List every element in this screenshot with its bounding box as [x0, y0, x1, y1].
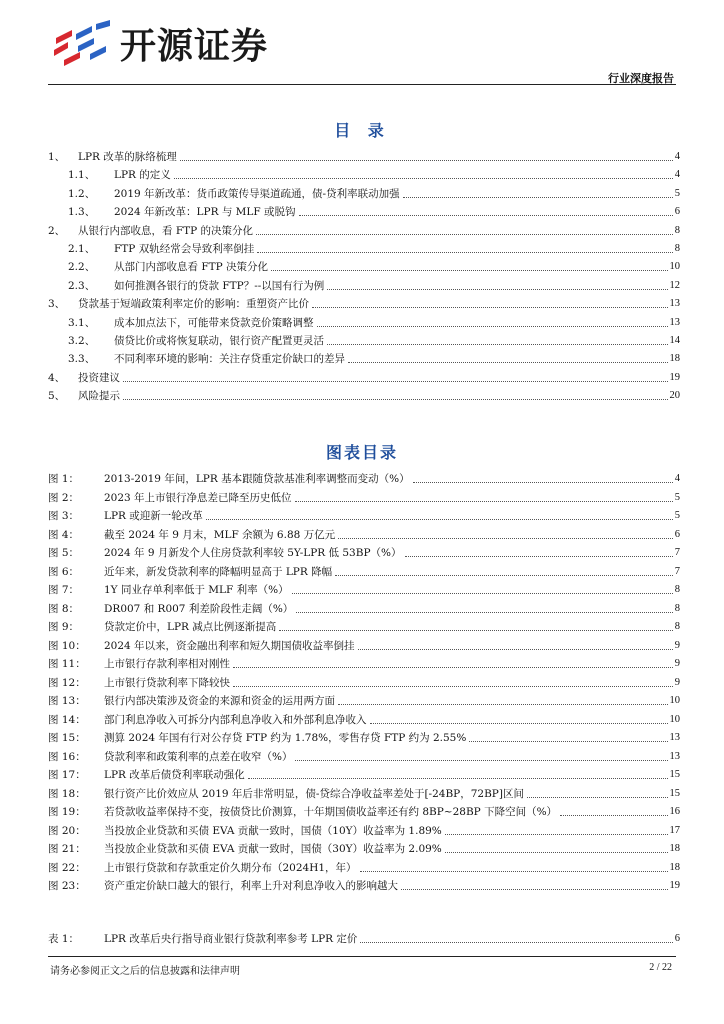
toc-entry[interactable]	[48, 857, 680, 875]
entry-text: 测算 2024 年国有行对公存贷 FTP 约为 1.78%，零售存贷 FTP 约为 2.55%	[104, 732, 467, 744]
entry-leader	[405, 556, 673, 557]
toc-entry[interactable]	[48, 164, 680, 182]
toc-entry[interactable]	[48, 524, 680, 542]
entry-page: 8	[674, 224, 680, 236]
entry-leader	[292, 593, 673, 594]
entry-leader	[312, 307, 668, 308]
entry-text: 如何推测各银行的贷款 FTP？--以国有行为例	[114, 279, 325, 292]
logo-text: 开源证券	[120, 25, 269, 67]
entry-leader	[257, 252, 673, 253]
entry-leader	[358, 649, 673, 650]
entry-text: 2019 年新改革：货币政策传导渠道疏通，债-贷利率联动加强	[114, 187, 400, 200]
entry-page: 5	[674, 187, 680, 199]
entry-page: 6	[674, 206, 680, 218]
entry-page: 8	[674, 584, 680, 595]
toc-entry[interactable]	[48, 690, 680, 708]
entry-number: 图 2：	[48, 491, 80, 504]
entry-text: 近年来，新发贷款利率的降幅明显高于 LPR 降幅	[104, 565, 333, 578]
entry-leader	[248, 778, 668, 779]
entry-number: 图 4：	[48, 528, 80, 541]
entry-number: 1.1、	[68, 169, 96, 182]
toc-entry[interactable]	[48, 672, 680, 690]
entry-page: 8	[674, 621, 680, 632]
entry-number: 图 12：	[48, 676, 86, 689]
entry-leader	[317, 326, 668, 327]
entry-page: 19	[669, 880, 680, 891]
toc-entry[interactable]	[48, 293, 680, 311]
toc-entry[interactable]	[48, 801, 680, 819]
entry-number: 图 16：	[48, 750, 86, 763]
entry-page: 7	[674, 565, 680, 577]
entry-text: 1Y 同业存单利率低于 MLF 利率（%）	[104, 584, 289, 596]
entry-text: FTP 双轨经常会导致利率倒挂	[114, 243, 255, 255]
entry-number: 图 5：	[48, 547, 80, 559]
entry-leader	[327, 344, 668, 345]
entry-page: 6	[674, 933, 680, 944]
company-logo	[50, 18, 268, 68]
entry-page: 18	[669, 843, 680, 854]
entry-number: 4、	[48, 371, 66, 384]
entry-text: 从部门内部收息看 FTP 决策分化	[114, 261, 269, 274]
entry-text: LPR 或迎新一轮改革	[104, 510, 203, 522]
entry-number: 1、	[48, 151, 66, 163]
entry-number: 图 23：	[48, 880, 86, 892]
entry-number: 图 7：	[48, 584, 80, 596]
toc-entry[interactable]	[48, 709, 680, 727]
entry-page: 17	[669, 824, 680, 836]
entry-leader	[174, 178, 673, 179]
toc-entry[interactable]	[48, 275, 680, 293]
toc-entry[interactable]	[48, 635, 680, 653]
toc-entry[interactable]	[48, 746, 680, 764]
toc-entry[interactable]	[48, 220, 680, 238]
entry-text: 成本加点法下，可能带来贷款竞价策略调整	[114, 316, 314, 329]
entry-text: 风险提示	[78, 390, 120, 403]
entry-page: 4	[674, 151, 680, 162]
entry-text: 当投放企业贷款和买债 EVA 贡献一致时，国债（30Y）收益率为 2.09%	[104, 843, 442, 855]
entry-page: 14	[669, 335, 680, 346]
entry-number: 3.3、	[68, 353, 96, 366]
entry-leader	[295, 501, 673, 502]
entry-leader	[123, 399, 668, 400]
entry-text: LPR 改革后债贷利率联动强化	[104, 769, 245, 781]
entry-text: 贷款基于短端政策利率定价的影响：重塑资产比价	[78, 298, 309, 311]
entry-text: 债贷比价或将恢复联动，银行资产配置更灵活	[114, 335, 324, 347]
toc-entry[interactable]	[48, 146, 680, 164]
entry-page: 4	[674, 169, 680, 181]
entry-leader	[445, 852, 668, 853]
entry-text: 2013-2019 年间，LPR 基本跟随贷款基准利率调整而变动（%）	[104, 473, 410, 485]
toc-title: 目 录	[334, 121, 390, 140]
entry-text: 从银行内部收息，看 FTP 的决策分化	[78, 224, 254, 237]
entry-text: 资产重定价缺口越大的银行，利率上升对利息净收入的影响越大	[104, 880, 398, 892]
entry-number: 1.2、	[68, 187, 96, 200]
toc-entry[interactable]	[48, 312, 680, 330]
toc-entry[interactable]	[48, 183, 680, 201]
entry-leader	[233, 686, 673, 687]
entry-leader	[299, 215, 673, 216]
entry-number: 图 6：	[48, 565, 80, 578]
toc-entry[interactable]	[48, 579, 680, 597]
entry-leader	[233, 667, 673, 668]
entry-text: 贷款利率和政策利率的点差在收窄（%）	[104, 750, 293, 763]
entry-leader	[560, 815, 667, 816]
entry-number: 1.3、	[68, 206, 96, 219]
entry-number: 2.1、	[68, 243, 96, 255]
entry-leader	[338, 538, 673, 539]
entry-number: 图 17：	[48, 769, 86, 781]
entry-number: 图 9：	[48, 621, 80, 633]
entry-leader	[279, 630, 672, 631]
entry-text: 银行内部决策涉及资金的来源和资金的运用两方面	[104, 695, 335, 707]
entry-number: 3、	[48, 298, 66, 311]
entry-leader	[445, 834, 668, 835]
entry-page: 4	[674, 473, 680, 484]
footer-divider	[48, 956, 676, 957]
entry-text: 当投放企业贷款和买债 EVA 贡献一致时，国债（10Y）收益率为 1.89%	[104, 824, 442, 837]
entry-number: 图 10：	[48, 639, 86, 652]
entry-number: 3.2、	[68, 335, 96, 347]
entry-text: 2023 年上市银行净息差已降至历史低位	[104, 491, 292, 504]
entry-page: 5	[674, 491, 680, 503]
footer-disclaimer: 请务必参阅正文之后的信息披露和法律声明	[50, 966, 240, 977]
entry-text: 不同利率环境的影响：关注存贷重定价缺口的差异	[114, 353, 345, 366]
entry-text: 截至 2024 年 9 月末，MLF 余额为 6.88 万亿元	[104, 528, 336, 541]
toc-entry[interactable]	[48, 598, 680, 616]
toc-entry[interactable]	[48, 561, 680, 579]
entry-number: 图 18：	[48, 787, 86, 800]
entry-number: 2、	[48, 224, 66, 237]
entry-leader	[403, 197, 673, 198]
entry-number: 图 22：	[48, 861, 86, 874]
entry-text: DR007 和 R007 利差阶段性走阔（%）	[104, 602, 294, 615]
entry-text: 上市银行贷款和存款重定价久期分布（2024H1，年）	[104, 861, 357, 874]
entry-number: 3.1、	[68, 316, 96, 329]
entry-number: 2.3、	[68, 279, 96, 292]
toc-entry[interactable]	[48, 616, 680, 634]
entry-leader	[180, 160, 673, 161]
report-type-label: 行业深度报告	[608, 72, 674, 85]
entry-leader	[123, 381, 668, 382]
entry-number: 图 14：	[48, 713, 86, 726]
entry-leader	[370, 723, 668, 724]
entry-page: 10	[669, 713, 680, 725]
toc-entry[interactable]	[48, 330, 680, 348]
entry-page: 10	[669, 261, 680, 273]
entry-text: 投资建议	[78, 371, 120, 384]
entry-page: 7	[674, 547, 680, 558]
figure-list-title: 图表目录	[325, 443, 398, 462]
entry-number: 5、	[48, 390, 66, 403]
entry-page: 8	[674, 602, 680, 614]
entry-page: 13	[669, 732, 680, 743]
entry-number: 图 11：	[48, 658, 86, 670]
entry-leader	[296, 612, 672, 613]
toc-entry[interactable]	[48, 468, 680, 486]
page-indicator: 2 / 22	[649, 962, 672, 973]
toc-entry[interactable]	[48, 487, 680, 505]
logo-mark-icon	[50, 20, 114, 66]
entry-page: 5	[674, 510, 680, 521]
entry-page: 8	[674, 243, 680, 254]
entry-text: 2024 年 9 月新发个人住房贷款利率较 5Y-LPR 低 53BP（%）	[104, 547, 402, 559]
entry-text: 2024 年新改革：LPR 与 MLF 或脱钩	[114, 206, 296, 219]
toc-entry[interactable]	[48, 385, 680, 403]
entry-page: 13	[669, 750, 680, 762]
entry-number: 图 19：	[48, 806, 86, 818]
entry-leader	[335, 575, 673, 576]
entry-leader	[327, 289, 667, 290]
entry-leader	[527, 797, 668, 798]
entry-leader	[469, 741, 667, 742]
entry-number: 2.2、	[68, 261, 96, 274]
entry-number: 图 15：	[48, 732, 86, 744]
entry-number: 图 1：	[48, 473, 80, 485]
toc-entry[interactable]	[48, 201, 680, 219]
entry-leader	[295, 760, 667, 761]
entry-leader	[348, 362, 668, 363]
entry-page: 18	[669, 353, 680, 365]
entry-page: 9	[674, 639, 680, 651]
entry-page: 15	[669, 787, 680, 799]
toc-entry[interactable]	[48, 256, 680, 274]
toc-entry[interactable]	[48, 505, 680, 523]
entry-text: 2024 年以来，资金融出利率和短久期国债收益率倒挂	[104, 639, 355, 652]
toc-entry[interactable]	[48, 727, 680, 745]
entry-page: 20	[669, 390, 680, 402]
entry-page: 13	[669, 316, 680, 328]
entry-text: 若贷款收益率保持不变，按债贷比价测算，十年期国债收益率还有约 8BP~28BP 下降空间（%）	[104, 806, 558, 818]
toc-entry[interactable]	[48, 764, 680, 782]
entry-leader	[360, 942, 672, 943]
toc-entry[interactable]	[48, 542, 680, 560]
header-divider	[48, 84, 676, 85]
entry-text: 上市银行存款利率相对刚性	[104, 658, 230, 670]
toc-entry[interactable]	[48, 820, 680, 838]
entry-leader	[271, 270, 667, 271]
entry-text: LPR 改革后央行指导商业银行贷款利率参考 LPR 定价	[104, 933, 358, 945]
entry-text: LPR 的定义	[114, 169, 171, 182]
entry-page: 15	[669, 769, 680, 780]
entry-page: 6	[674, 528, 680, 540]
entry-page: 12	[669, 279, 680, 291]
toc-entry[interactable]	[48, 928, 680, 946]
entry-number: 图 20：	[48, 824, 86, 837]
entry-leader	[206, 519, 673, 520]
entry-page: 9	[674, 658, 680, 669]
entry-page: 19	[669, 371, 680, 383]
entry-number: 图 21：	[48, 843, 86, 855]
entry-page: 10	[669, 695, 680, 706]
entry-number: 图 13：	[48, 695, 86, 707]
entry-number: 图 8：	[48, 602, 80, 615]
toc-entry[interactable]	[48, 783, 680, 801]
entry-text: 银行资产比价效应从 2019 年后非常明显，债-贷综合净收益率差处于[-24BP，72BP]区间	[104, 787, 524, 800]
toc-entry[interactable]	[48, 367, 680, 385]
entry-leader	[338, 704, 668, 705]
entry-leader	[256, 234, 673, 235]
entry-number: 图 3：	[48, 510, 80, 522]
entry-leader	[401, 889, 668, 890]
entry-page: 13	[669, 298, 680, 310]
entry-leader	[360, 871, 668, 872]
entry-text: 贷款定价中，LPR 减点比例逐渐提高	[104, 621, 277, 633]
toc-entry[interactable]	[48, 238, 680, 256]
entry-text: 部门利息净收入可拆分内部利息净收入和外部利息净收入	[104, 713, 367, 726]
toc-entry[interactable]	[48, 838, 680, 856]
entry-page: 18	[669, 861, 680, 873]
entry-page: 9	[674, 676, 680, 688]
entry-leader	[413, 482, 673, 483]
entry-page: 16	[669, 806, 680, 817]
entry-number: 表 1：	[48, 933, 80, 945]
toc-entry[interactable]	[48, 653, 680, 671]
toc-entry[interactable]	[48, 875, 680, 893]
entry-text: 上市银行贷款利率下降较快	[104, 676, 230, 689]
entry-text: LPR 改革的脉络梳理	[78, 151, 177, 163]
toc-entry[interactable]	[48, 348, 680, 366]
